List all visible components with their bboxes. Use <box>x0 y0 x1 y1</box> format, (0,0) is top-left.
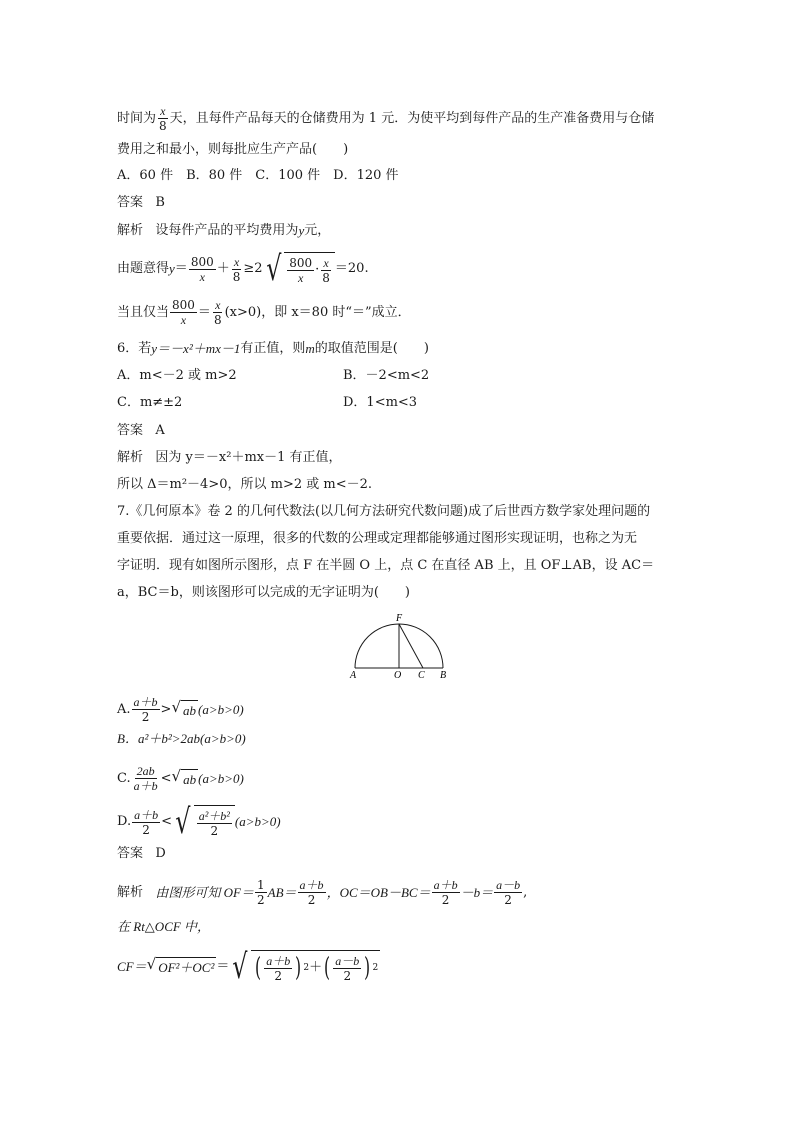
q7-stem-3: 字证明．现有如图所示图形，点 F 在半圆 O 上，点 C 在直径 AB 上，且 OF⊥AB，设 AC＝ <box>117 558 655 573</box>
q6-option-a: A．m<－2 或 m>2 <box>117 368 237 383</box>
q5-stem-line-2: 费用之和最小，则每批应生产产品( ) <box>117 142 349 157</box>
fraction: $\frac{x}{8}$ <box>232 254 241 284</box>
label-c: C <box>418 670 425 680</box>
q7-answer: 答案 D <box>117 846 166 861</box>
q6-analysis-2: 所以 Δ＝m²－4>0，所以 m>2 或 m<－2. <box>117 477 373 492</box>
q7-analysis-1: 解析 由图形可知 OF＝ $\frac{1}{2}$ AB＝ $\frac{a+b}{2}$ ，OC＝OB－BC＝ $\frac{a+b}{2}$ －b＝ $\frac{a-b}{2}$ , <box>117 878 528 907</box>
q6-option-d: D．1<m<3 <box>343 395 418 410</box>
q6-stem: 6．若 y＝－x²＋mx－1 有正值，则 m 的取值范围是( ) <box>117 341 429 356</box>
fraction: $\frac{x}{8}$ <box>213 298 222 327</box>
label-b: B <box>440 670 447 680</box>
q5-stem-line-1 <box>117 104 654 133</box>
semicircle-figure <box>343 610 455 680</box>
fraction: $\frac{x}{8}$ <box>159 104 167 133</box>
q7-option-a: A. $\frac{a+b}{2}$ > √ ab (a>b>0) <box>117 695 244 724</box>
q7-option-c: C. $\frac{2ab}{a+b}$ < √ ab (a>b>0) <box>117 764 244 793</box>
q7-option-b: B．a²＋b²>2ab(a>b>0) <box>117 731 246 746</box>
fraction: $\frac{800}{x}$ <box>190 254 214 284</box>
q5-options: A．60 件 B．80 件 C．100 件 D．120 件 <box>117 168 399 183</box>
q7-stem-4: a，BC＝b，则该图形可以完成的无字证明为( ) <box>117 585 410 600</box>
text: 天，且每件产品每天的仓储费用为 1 元．为使平均到每件产品的生产准备费用与仓储 <box>169 110 655 126</box>
label-o: O <box>394 670 402 680</box>
fraction: $\frac{800}{x}$ <box>172 298 195 327</box>
q5-analysis-3: 当且仅当 $\frac{800}{x}$ ＝ $\frac{x}{8}$ (x>0)，即 x＝80 时“＝”成立． <box>117 298 411 327</box>
q7-analysis-2: 在 Rt△OCF 中， <box>117 919 211 934</box>
segment-cf <box>399 624 423 668</box>
q7-option-d: D. $\frac{a+b}{2}$ < √ $\frac{\text{a²＋b²}}{2}$ (a>b>0) <box>117 802 281 842</box>
radical: √ $\frac{800}{x}$ · $\frac{x}{8}$ <box>263 252 335 286</box>
label-a: A <box>350 670 357 680</box>
q6-analysis-1: 解析 因为 y＝－x²＋mx－1 有正值， <box>117 450 342 465</box>
q5-analysis-2: 由题意得 y ＝ $\frac{800}{x}$ ＋ $\frac{x}{8}$ ≥2 √ $\frac{800}{x}$ · $\frac{x}{8}$ ＝20. <box>117 249 369 289</box>
label-f: F <box>396 613 403 624</box>
q7-stem-1: 7.《几何原本》卷 2 的几何代数法(以几何方法研究代数问题)成了后世西方数学家处理问题的 <box>117 504 651 519</box>
text: 时间为 <box>117 110 157 126</box>
q5-answer: 答案 B <box>117 195 165 210</box>
q6-option-c: C．m≠±2 <box>117 395 183 410</box>
q6-answer: 答案 A <box>117 423 165 438</box>
q7-stem-2: 重要依据．通过这一原理，很多的代数的公理或定理都能够通过图形实现证明，也称之为无 <box>117 531 638 546</box>
q5-analysis-1: 解析 设每件产品的平均费用为 y 元， <box>117 223 331 238</box>
q7-analysis-3: CF＝ √ OF²＋OC² ＝ √ ( $\frac{a+b}{2}$ ) 2 ＋ ( $\frac{a-b}{2}$ ) 2 <box>117 947 379 987</box>
q6-option-b: B．－2<m<2 <box>343 368 430 383</box>
